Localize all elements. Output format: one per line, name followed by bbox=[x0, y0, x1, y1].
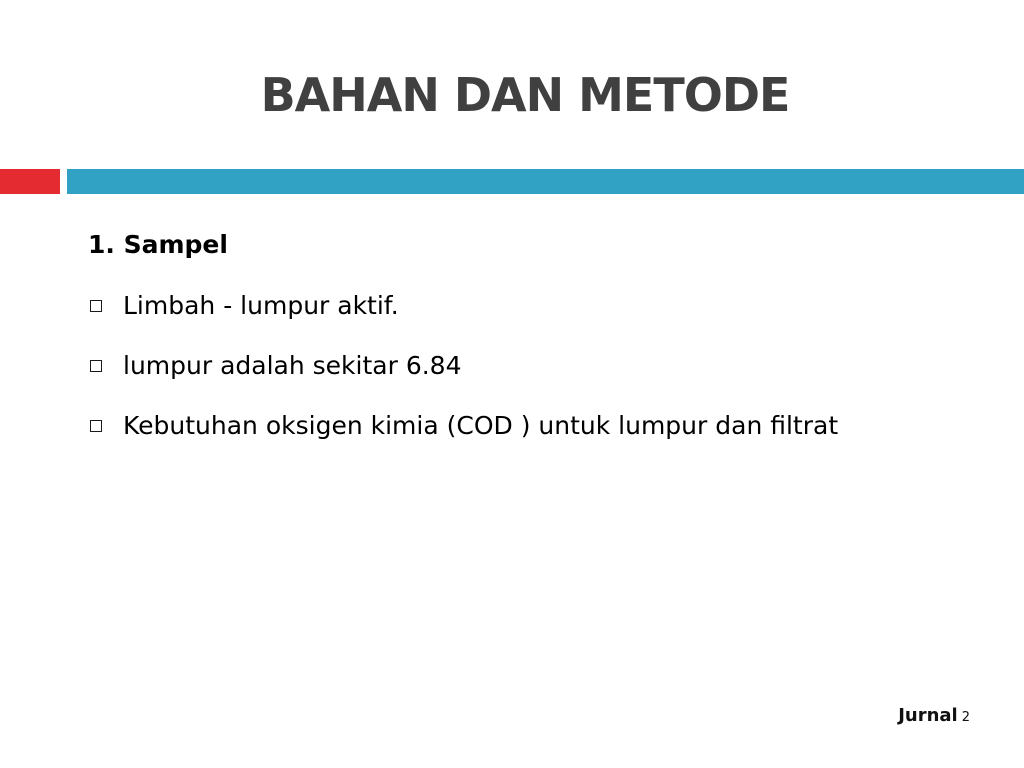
slide-content bbox=[88, 226, 968, 450]
bullet-text: lumpur adalah sekitar 6.84 bbox=[123, 351, 462, 380]
bullet-text: Limbah - lumpur aktif. bbox=[123, 291, 399, 320]
accent-block-red bbox=[0, 169, 60, 194]
bullet-list bbox=[88, 282, 968, 450]
bullet-item bbox=[88, 282, 968, 330]
section-heading: 1. Sampel bbox=[88, 230, 228, 259]
accent-band-blue bbox=[67, 169, 1024, 194]
square-bullet-icon bbox=[90, 420, 102, 432]
footer-label: Jurnal bbox=[898, 705, 958, 726]
square-bullet-icon bbox=[90, 300, 102, 312]
bullet-item bbox=[88, 342, 968, 390]
bullet-item bbox=[88, 402, 968, 450]
slide-footer bbox=[898, 705, 970, 726]
slide-title: BAHAN DAN METODE bbox=[260, 68, 790, 122]
bullet-text: Kebutuhan oksigen kimia (COD ) untuk lumpur dan filtrat bbox=[123, 411, 839, 440]
page-number: 2 bbox=[961, 710, 970, 725]
square-bullet-icon bbox=[90, 360, 102, 372]
